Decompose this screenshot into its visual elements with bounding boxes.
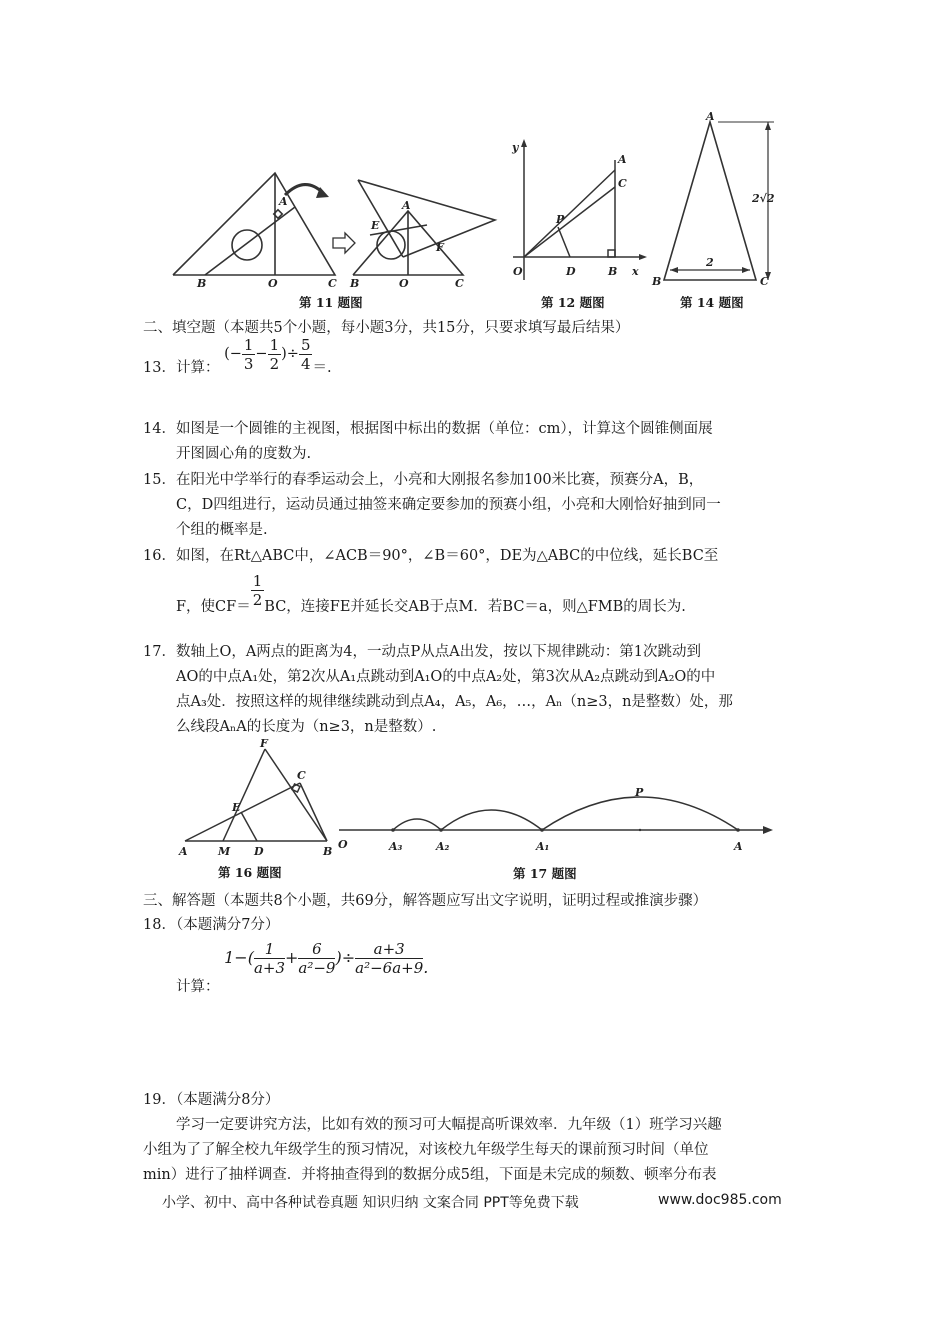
fig11-label-f: F [436,241,444,254]
question-13 [143,335,332,393]
question-19-title: 19．（本题满分8分） [143,1092,280,1108]
question-15-line-1: 15．在阳光中学举行的春季运动会上，小亮和大刚报名参加100米比赛，预赛分A，B， [143,472,704,488]
fig12-label-y: y [512,141,519,154]
fig12-label-b: B [608,265,618,278]
q16-fraction: $\frac{1}{2}$ [252,572,263,609]
fig11-label-e: E [371,219,380,232]
q13-fraction-2: $\frac{1}{2}$ [269,335,280,373]
question-16-line-2 [176,572,686,616]
fig14-label-b: B [652,275,662,288]
question-14-line-2: 开图圆心角的度数为. [176,446,312,462]
q13-open: (− [224,346,242,362]
fig12-label-o: O [513,265,523,278]
fig12-label-d: D [566,265,576,278]
fig17-label-a: A [734,840,743,853]
fig12-label-c: C [618,177,627,190]
q18-lead: 1−( [224,948,254,967]
fig12-label-x: x [632,265,639,278]
fig17-label-a3: A₃ [389,840,403,853]
q18-fraction-2: $\frac{6}{\text{a²−9}}$ [298,940,336,977]
question-19-line-3: min）进行了抽样调查．并将抽查得到的数据分成5组，下面是未完成的频数、顿率分布表 [143,1167,717,1183]
figure-17-caption: 第 17 题图 [513,866,577,881]
footer-website: www.doc985.com [658,1192,782,1208]
fig16-label-f: F [260,737,268,750]
figure-16 [175,735,335,885]
fig11-label-a: A [279,195,288,208]
footer-promo-text: 小学、初中、高中各种试卷真题 知识归纳 文案合同 PPT等免费下载 [162,1195,579,1211]
q18-suffix: . [423,958,429,977]
q13-suffix: ＝. [312,360,332,376]
figure-11 [165,165,505,315]
fig17-label-p: P [635,786,644,799]
question-17-line-3: 点A₃处．按照这样的规律继续跳动到点A₄，A₅，A₆，…，Aₙ（n≥3，n是整数）处，那 [176,694,733,710]
question-19-line-1: 学习一定要讲究方法，比如有效的预习可大幅提高听课效率．九年级（1）班学习兴趣 [176,1117,722,1133]
fig17-label-a1: A₁ [536,840,550,853]
fig16-label-d: D [254,845,264,858]
question-15-line-2: C，D四组进行，运动员通过抽签来确定要参加的预赛小组，小亮和大刚恰好抽到同一 [176,497,721,513]
question-19-line-2: 小组为了了解全校九年级学生的预习情况，对该校九年级学生每天的课前预习时间（单位 [143,1142,709,1158]
q13-div: )÷ [281,346,299,362]
question-18-title: 18．（本题满分7分） [143,917,280,933]
fig12-label-a: A [618,153,627,166]
fig11-label-b2: B [350,277,360,290]
fig11-label-c2: C [455,277,464,290]
q13-fraction-1: $\frac{1}{3}$ [243,335,254,373]
q18-fraction-1: $\frac{1}{a+3}$ [253,940,285,977]
figure-12-caption: 第 12 题图 [541,295,605,310]
fig14-label-base: 2 [706,256,714,269]
question-15-line-3: 个组的概率是. [176,522,268,538]
fig14-label-a: A [706,110,715,123]
question-16-line-1: 16．如图，在Rt△ABC中，∠ACB＝90°，∠B＝60°，DE为△ABC的中位线，延长BC至 [143,548,719,564]
q13-fraction-3: $\frac{5}{4}$ [300,335,311,373]
fig16-label-e: E [232,801,241,814]
question-17-line-1: 17．数轴上O，A两点的距离为4，一动点P从点A出发，按以下规律跳动：第1次跳动到 [143,644,701,660]
figure-12 [508,135,648,315]
figure-14 [648,110,788,315]
q18-fraction-3: $\frac{a+3}{\text{a²−6a+9}}$ [355,940,424,977]
figure-16-caption: 第 16 题图 [218,865,282,880]
figure-14-caption: 第 14 题图 [680,295,744,310]
fig12-label-p: P [556,213,565,226]
fig11-label-o: O [268,277,278,290]
q18-prefix: 计算： [176,979,220,995]
fig11-label-c: C [328,277,337,290]
fig17-label-o: O [338,838,348,851]
section-3-heading: 三、解答题（本题共8个小题，共69分，解答题应写出文字说明，证明过程或推演步骤） [143,893,708,909]
figure-12-drawing [508,135,648,315]
section-2-heading: 二、填空题（本题共5个小题，每小题3分，共15分，只要求填写最后结果） [143,320,630,336]
fig16-label-a: A [179,845,188,858]
fig17-label-a2: A₂ [436,840,450,853]
fig11-label-o2: O [399,277,409,290]
question-18-expression [176,940,428,996]
fig11-label-a2: A [402,199,411,212]
q16-line2-part-a: F，使CF＝ [176,599,251,615]
fig16-label-m: M [218,845,231,858]
q16-line2-part-b: BC，连接FE并延长交AB于点M．若BC＝a，则△FMB的周长为. [264,599,686,615]
figure-17 [335,780,775,885]
q13-prefix: 13．计算： [143,360,220,376]
fig11-label-b: B [197,277,207,290]
question-14-line-1: 14．如图是一个圆锥的主视图，根据图中标出的数据（单位：cm），计算这个圆锥侧面展 [143,421,713,437]
q18-div: )÷ [335,948,356,967]
fig14-label-c: C [760,275,769,288]
figure-11-caption: 第 11 题图 [299,295,363,310]
fig16-label-c: C [297,769,306,782]
question-17-line-4: 么线段AₙA的长度为（n≥3，n是整数）. [176,719,437,735]
question-17-line-2: AO的中点A₁处，第2次从A₁点跳动到A₁O的中点A₂处，第3次从A₂点跳动到A₂O的中 [176,669,716,685]
q18-plus: + [285,948,299,967]
fig14-label-height: 2√2 [752,192,775,205]
fig16-label-b: B [323,845,333,858]
q13-minus: − [255,346,268,362]
figure-14-drawing [648,110,788,315]
